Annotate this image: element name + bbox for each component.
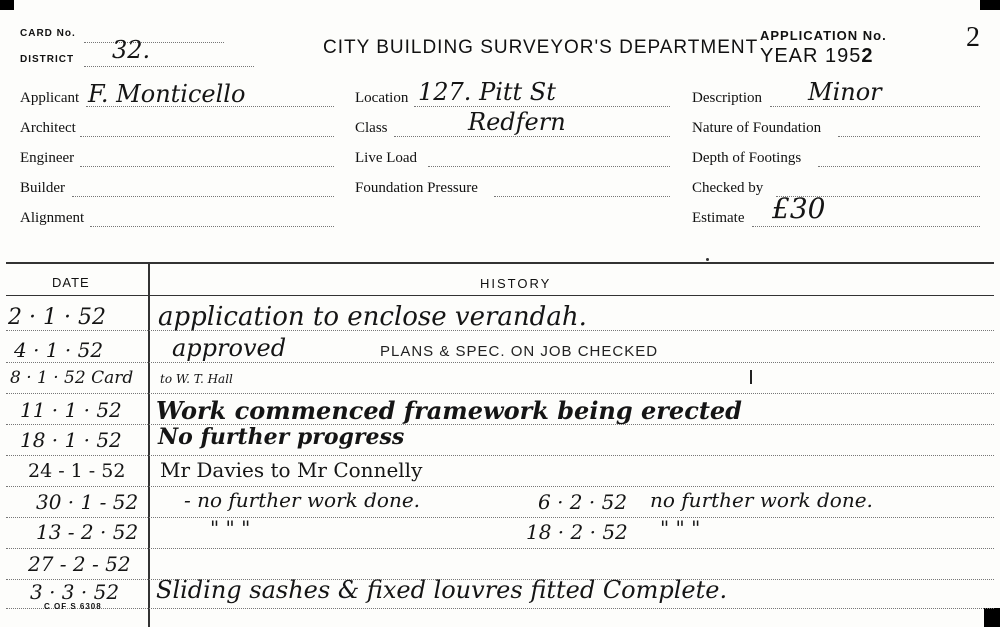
row-8-date: 13 - 2 · 52 <box>36 520 139 544</box>
card-no-label: CARD No. <box>20 28 76 39</box>
date-column-divider <box>148 263 150 627</box>
estimate-label: Estimate <box>692 210 745 226</box>
class-value: Redfern <box>468 108 566 136</box>
builder-line <box>72 196 334 197</box>
bottom-right-corner-mark <box>984 608 1000 627</box>
nature-of-foundation-label: Nature of Foundation <box>692 120 822 136</box>
ink-tick-mark <box>750 370 752 384</box>
form-code: C OF S 6308 <box>44 602 102 611</box>
description-label: Description <box>692 90 762 106</box>
depth-of-footings-line <box>818 166 980 167</box>
top-left-corner-mark <box>0 0 14 10</box>
row-2-date: 4 · 1 · 52 <box>14 338 104 362</box>
alignment-line <box>90 226 334 227</box>
nature-of-foundation-line <box>838 136 980 137</box>
row-1-entry: application to enclose verandah. <box>158 302 587 332</box>
engineer-line <box>80 166 334 167</box>
row-5-date: 18 · 1 · 52 <box>20 428 122 452</box>
row-8-entry-2: " " " <box>660 516 701 540</box>
year-label <box>760 45 874 68</box>
estimate-value: £30 <box>772 192 826 225</box>
builder-label: Builder <box>20 180 65 196</box>
row-7-entry-2: no further work done. <box>650 488 873 512</box>
row-9-date: 27 - 2 - 52 <box>28 552 131 576</box>
class-label: Class <box>355 120 388 136</box>
row-7-entry: - no further work done. <box>184 488 421 512</box>
architect-line <box>80 136 334 137</box>
history-header: HISTORY <box>480 276 552 291</box>
location-label: Location <box>355 90 409 106</box>
foundation-pressure-line <box>494 196 670 197</box>
row-line-3 <box>6 393 994 394</box>
year-prefix: YEAR 195 <box>760 45 862 67</box>
row-line-6 <box>6 486 994 487</box>
ink-dot-mark <box>706 258 709 261</box>
district-line <box>84 66 254 67</box>
date-header: DATE <box>52 275 90 290</box>
top-right-corner-mark <box>980 0 1000 10</box>
row-10-date: 3 · 3 · 52 <box>30 580 120 604</box>
row-line-7 <box>6 517 994 518</box>
row-2-stamp: PLANS & SPEC. ON JOB CHECKED <box>380 343 659 360</box>
architect-label: Architect <box>20 120 76 136</box>
district-value: 32. <box>112 36 151 64</box>
description-line <box>770 106 980 107</box>
class-line <box>394 136 670 137</box>
checked-by-label: Checked by <box>692 180 764 196</box>
row-line-10 <box>6 608 994 609</box>
row-3-date: 8 · 1 · 52 Card <box>10 368 134 388</box>
live-load-line <box>428 166 670 167</box>
row-7-date-2: 6 · 2 · 52 <box>538 490 628 514</box>
card-no-line <box>84 42 224 43</box>
row-6-entry: Mr Davies to Mr Connelly <box>160 458 423 482</box>
location-value: 127. Pitt St <box>418 78 556 106</box>
row-6-date: 24 - 1 - 52 <box>28 460 126 482</box>
alignment-label: Alignment <box>20 210 85 226</box>
row-10-entry: Sliding sashes & fixed louvres fitted Complete. <box>156 576 728 604</box>
live-load-label: Live Load <box>355 150 418 166</box>
foundation-pressure-label: Foundation Pressure <box>355 180 478 196</box>
row-7-date: 30 · 1 - 52 <box>36 490 139 514</box>
applicant-label: Applicant <box>20 90 80 106</box>
department-title: CITY BUILDING SURVEYOR'S DEPARTMENT <box>323 37 759 58</box>
page-number: 2 <box>966 22 980 53</box>
row-8-date-2: 18 · 2 · 52 <box>526 520 628 544</box>
row-line-2 <box>6 362 994 363</box>
year-value: 2 <box>861 45 874 67</box>
table-header-rule <box>6 295 994 296</box>
row-3-entry: to W. T. Hall <box>160 372 233 386</box>
row-1-date: 2 · 1 · 52 <box>8 305 106 330</box>
row-line-8 <box>6 548 994 549</box>
description-value: Minor <box>808 78 882 106</box>
row-8-entry: " " " <box>210 516 251 540</box>
depth-of-footings-label: Depth of Footings <box>692 150 802 166</box>
application-no-label: APPLICATION No. <box>760 28 887 43</box>
row-4-entry: Work commenced framework being erected <box>156 396 742 425</box>
engineer-label: Engineer <box>20 150 75 166</box>
applicant-value: F. Monticello <box>88 80 246 108</box>
estimate-line <box>752 226 980 227</box>
row-5-entry: No further progress <box>158 424 405 450</box>
location-line <box>414 106 670 107</box>
row-4-date: 11 · 1 · 52 <box>20 398 122 422</box>
row-2-entry: approved <box>172 334 287 362</box>
table-top-rule <box>6 262 994 264</box>
row-line-5 <box>6 455 994 456</box>
district-label: DISTRICT <box>20 54 75 65</box>
